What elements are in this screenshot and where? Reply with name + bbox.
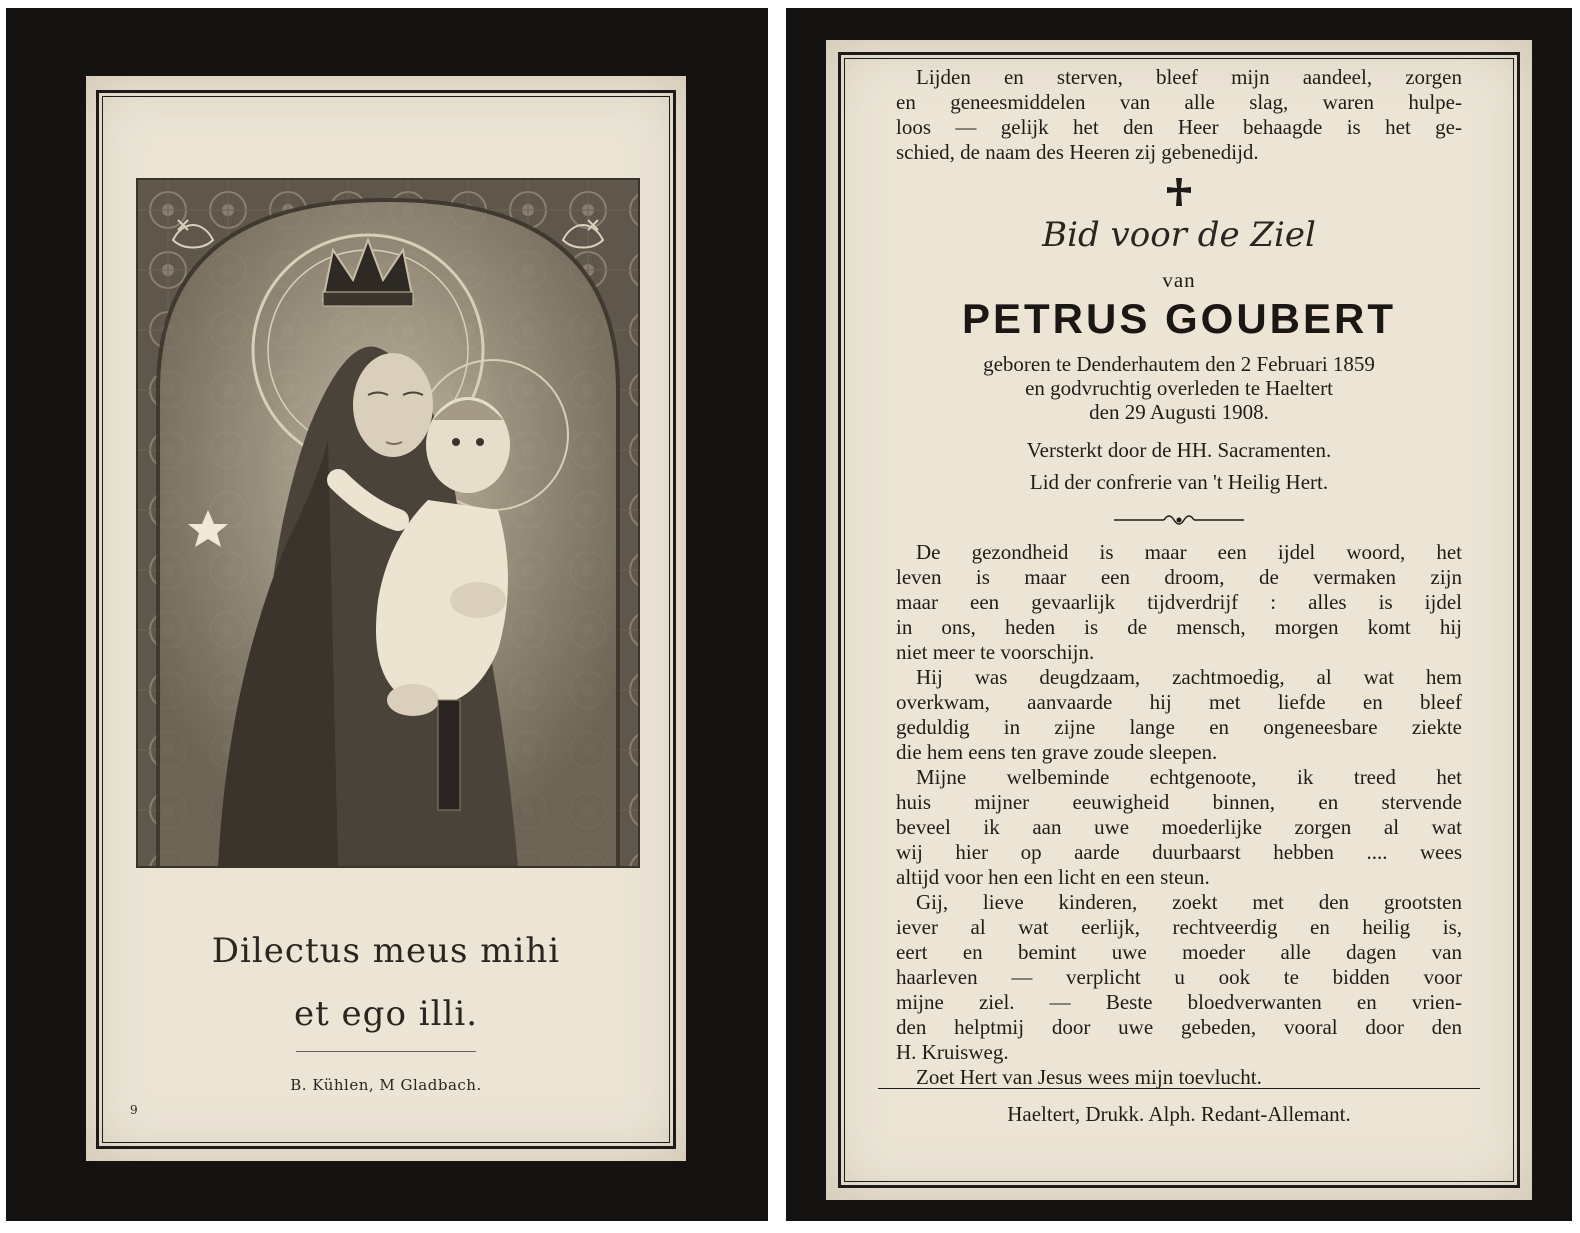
- body-line: iever al wat eerlijk, rechtveerdig en heilig is,: [896, 915, 1462, 939]
- body-line: geduldig in zijne lange en ongeneesbare ziekte: [896, 715, 1462, 739]
- confraternity-line: Lid der confrerie van 't Heilig Hert.: [1029, 470, 1329, 494]
- motto-line-1: Dilectus meus mihi: [211, 931, 561, 971]
- ornament-divider: [1109, 510, 1249, 530]
- deceased-name: PETRUS GOUBERT: [961, 295, 1397, 342]
- body-line: overkwam, aanvaarde hij met liefde en bleef: [896, 690, 1462, 714]
- body-line: leven is maar een droom, de vermaken zijn: [896, 565, 1462, 589]
- birth-line: geboren te Denderhautem den 2 Februari 1859: [983, 352, 1375, 376]
- death-date-line: den 29 Augusti 1908.: [1089, 400, 1269, 424]
- body-line: beveel ik aan uwe moederlijke zorgen al wat: [896, 815, 1462, 839]
- body-line: den helptmij door uwe gebeden, vooral door den: [896, 1015, 1462, 1039]
- left-card-paper: [86, 76, 686, 1161]
- prayer-line: en geneesmiddelen van alle slag, waren hulpe-: [896, 90, 1462, 114]
- body-line: huis mijner eeuwigheid binnen, en stervende: [896, 790, 1462, 814]
- right-card: [786, 8, 1572, 1221]
- body-line: maar een gevaarlijk tijdverdrijf : alles is ijdel: [896, 590, 1462, 614]
- motto-line-2: et ego illi.: [293, 994, 479, 1034]
- van-label: van: [1162, 268, 1196, 292]
- cross-icon: [1159, 174, 1199, 214]
- body-line: eert en bemint uwe moeder alle dagen van: [896, 940, 1462, 964]
- body-line: niet meer te voorschijn.: [896, 640, 1095, 664]
- body-line: in ons, heden is de mensch, morgen komt hij: [896, 615, 1462, 639]
- body-line: Mijne welbeminde echtgenoote, ik treed het: [916, 765, 1462, 789]
- body-line: mijne ziel. — Beste bloedverwanten en vrien-: [896, 990, 1462, 1014]
- body-line: De gezondheid is maar een ijdel woord, het: [916, 540, 1462, 564]
- prayer-line: Lijden en sterven, bleef mijn aandeel, zorgen: [916, 65, 1462, 89]
- madonna-illustration: [138, 180, 638, 866]
- right-card-paper: [826, 40, 1532, 1200]
- prayer-line: schied, de naam des Heeren zij gebenedijd.: [896, 140, 1259, 164]
- publisher-credit: B. Kühlen, M Gladbach.: [290, 1076, 482, 1094]
- closing-invocation: Zoet Hert van Jesus wees mijn toevlucht.: [916, 1065, 1262, 1089]
- body-line: Hij was deugdzaam, zachtmoedig, al wat hem: [916, 665, 1462, 689]
- body-line: haarleven — verplicht u ook te bidden voor: [896, 965, 1462, 989]
- prayer-intro: [896, 65, 1462, 165]
- plate-number: 9: [130, 1103, 138, 1117]
- body-line: altijd voor hen een licht en een steun.: [896, 865, 1210, 889]
- body-line: wij hier op aarde duurbaarst hebben .... wees: [896, 840, 1462, 864]
- sacraments-line: Versterkt door de HH. Sacramenten.: [1026, 438, 1332, 462]
- left-card: [6, 8, 768, 1221]
- madonna-image: [136, 178, 640, 868]
- motto-divider: [296, 1051, 476, 1052]
- body-line: Gij, lieve kinderen, zoekt met den grootsten: [916, 890, 1462, 914]
- bid-title: Bid voor de Ziel: [1042, 215, 1316, 255]
- prayer-line: loos — gelijk het den Heer behaagde is het ge-: [896, 115, 1462, 139]
- body-line: die hem eens ten grave zoude sleepen.: [896, 740, 1218, 764]
- closing-divider: [878, 1088, 1480, 1089]
- printer-credit: Haeltert, Drukk. Alph. Redant-Allemant.: [1007, 1102, 1351, 1126]
- body-line: H. Kruisweg.: [896, 1040, 1009, 1064]
- body-text: [896, 540, 1462, 1090]
- death-line: en godvruchtig overleden te Haeltert: [1025, 376, 1333, 400]
